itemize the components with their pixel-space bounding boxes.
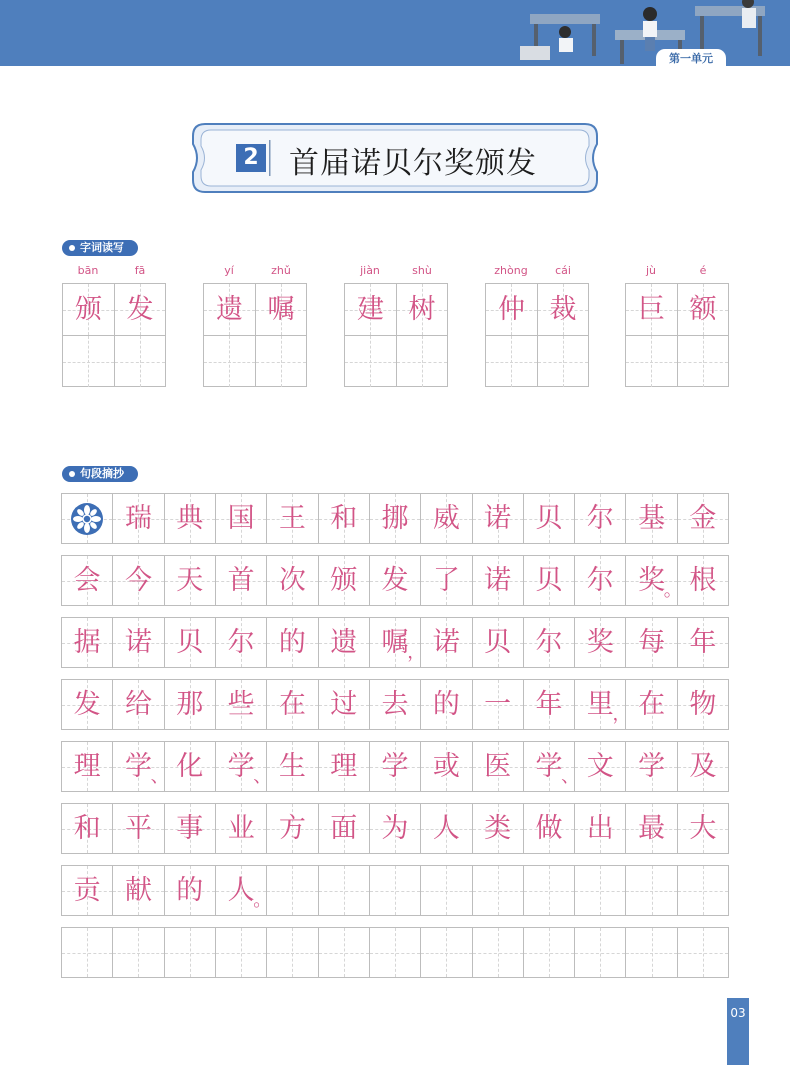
pinyin: shù [412, 264, 432, 277]
word-block [625, 263, 729, 387]
handwritten-char: 建 [356, 294, 384, 325]
passage-char: 平 [124, 813, 152, 844]
passage-cell [677, 804, 728, 853]
passage-char: 挪 [381, 503, 409, 534]
passage-cell [677, 618, 728, 667]
traced-row [486, 284, 588, 335]
passage-char: 发 [381, 565, 409, 596]
passage-cell [62, 680, 112, 729]
passage-cell[interactable] [215, 928, 266, 977]
practice-cell[interactable] [396, 336, 447, 387]
pinyin: zhǔ [271, 264, 291, 277]
char-cell [396, 284, 447, 335]
passage-row [61, 679, 729, 730]
passage-cell [420, 742, 471, 791]
passage-cell [574, 494, 625, 543]
passage-char: 最 [638, 813, 666, 844]
char-grid [203, 283, 307, 387]
passage-cell [472, 494, 523, 543]
passage-cell [164, 680, 215, 729]
passage-char: 次 [278, 565, 306, 596]
passage-char: 做 [535, 813, 563, 844]
char-cell [345, 284, 396, 335]
unit-label: 第一单元 [656, 49, 726, 66]
pinyin-row [344, 263, 448, 283]
passage-char: 或 [432, 751, 460, 782]
passage-cell[interactable] [164, 928, 215, 977]
traced-row [345, 284, 447, 335]
passage-cell [112, 556, 163, 605]
lesson-number: 2 [236, 144, 266, 172]
char-cell [677, 284, 728, 335]
passage-cell [164, 556, 215, 605]
char-grid [625, 283, 729, 387]
pinyin: jù [645, 264, 657, 277]
passage-cell [677, 680, 728, 729]
passage-cell [266, 618, 317, 667]
passage-char: 和 [73, 813, 101, 844]
passage-char: 学 [227, 751, 255, 782]
passage-cell [266, 680, 317, 729]
passage-cell[interactable] [62, 494, 112, 543]
passage-row [61, 555, 729, 606]
passage-cell [574, 556, 625, 605]
passage-cell[interactable] [420, 928, 471, 977]
pinyin: cái [555, 264, 571, 277]
passage-char: 了 [432, 565, 460, 596]
passage-char: 诺 [484, 503, 512, 534]
passage-char: 年 [535, 689, 563, 720]
passage-cell [62, 742, 112, 791]
passage-char: 发 [73, 689, 101, 720]
passage-cell [420, 618, 471, 667]
passage-cell [266, 804, 317, 853]
passage-char: 典 [176, 503, 204, 534]
passage-char: 学 [638, 751, 666, 782]
passage-cell [318, 494, 369, 543]
char-cell [114, 284, 165, 335]
handwritten-char: 遗 [215, 294, 243, 325]
passage-char: 学 [535, 751, 563, 782]
pinyin-row [485, 263, 589, 283]
passage-cell [420, 680, 471, 729]
passage-char: 会 [73, 565, 101, 596]
passage-cell [62, 866, 112, 915]
passage-cell [266, 494, 317, 543]
passage-cell[interactable] [369, 928, 420, 977]
char-grid [344, 283, 448, 387]
traced-row [626, 284, 728, 335]
practice-cell[interactable] [345, 336, 396, 387]
char-cell [204, 284, 255, 335]
passage-cell [215, 866, 272, 915]
passage-cell [523, 494, 574, 543]
punctuation-mark: 、 [253, 766, 272, 787]
passage-cell[interactable] [318, 866, 369, 915]
passage-char: 基 [638, 503, 666, 534]
passage-cell [215, 804, 266, 853]
passage-cell [677, 494, 728, 543]
words-section-label: 字词读写 [62, 240, 138, 256]
practice-cell[interactable] [63, 336, 114, 387]
passage-char: 过 [330, 689, 358, 720]
passage-char: 的 [176, 875, 204, 906]
passage-cell [318, 680, 369, 729]
passage-cell [369, 618, 426, 667]
passage-row [61, 617, 729, 668]
passage-cell [574, 804, 625, 853]
passage-char: 尔 [535, 627, 563, 658]
passage-char: 的 [278, 627, 306, 658]
passage-char: 诺 [432, 627, 460, 658]
practice-cell[interactable] [255, 336, 306, 387]
pinyin: yí [224, 264, 234, 277]
passage-cell [112, 742, 169, 791]
passage-cell [318, 556, 369, 605]
handwritten-char: 巨 [637, 294, 665, 325]
pinyin-row [203, 263, 307, 283]
passage-char: 嘱 [381, 627, 409, 658]
passage-cell [318, 742, 369, 791]
passage-char: 事 [176, 813, 204, 844]
passage-char: 给 [124, 689, 152, 720]
practice-cell[interactable] [486, 336, 537, 387]
passage-char: 理 [330, 751, 358, 782]
passage-cell [62, 804, 112, 853]
pinyin: zhòng [494, 264, 528, 277]
passage-char: 年 [689, 627, 717, 658]
passage-cell [62, 556, 112, 605]
practice-cell[interactable] [204, 336, 255, 387]
classroom-illustration [490, 0, 790, 66]
passage-char: 在 [638, 689, 666, 720]
passage-char: 奖 [586, 627, 614, 658]
passage-cell [266, 556, 317, 605]
passage-cell[interactable] [472, 928, 523, 977]
lesson-title-plaque [191, 122, 599, 194]
passage-char: 颁 [330, 565, 358, 596]
top-banner [0, 0, 790, 66]
passage-char: 瑞 [124, 503, 152, 534]
char-cell [626, 284, 677, 335]
passage-char: 及 [689, 751, 717, 782]
passage-cell [625, 556, 682, 605]
passage-cell [625, 804, 676, 853]
passage-cell [164, 866, 215, 915]
passage-char: 那 [176, 689, 204, 720]
passage-cell[interactable] [523, 866, 574, 915]
passage-cell [164, 618, 215, 667]
passage-cell[interactable] [266, 866, 317, 915]
passage-char: 贝 [535, 503, 563, 534]
passage-char: 王 [278, 503, 306, 534]
handwritten-char: 仲 [497, 294, 525, 325]
passage-char: 尔 [586, 565, 614, 596]
passage-section-label: 句段摘抄 [62, 466, 138, 482]
punctuation-mark: ， [407, 642, 426, 663]
passage-cell [625, 742, 676, 791]
passage-char: 诺 [124, 627, 152, 658]
passage-char: 首 [227, 565, 255, 596]
handwritten-char: 额 [689, 294, 717, 325]
passage-cell [215, 556, 266, 605]
passage-cell[interactable] [574, 866, 625, 915]
passage-cell [677, 742, 728, 791]
passage-cell [369, 556, 420, 605]
pinyin: bān [77, 264, 99, 277]
passage-char: 业 [227, 813, 255, 844]
passage-cell [677, 556, 728, 605]
passage-row [61, 493, 729, 544]
passage-char: 每 [638, 627, 666, 658]
passage-grid [61, 493, 729, 989]
passage-cell [112, 866, 163, 915]
passage-cell [523, 804, 574, 853]
practice-row [204, 335, 306, 386]
passage-cell [625, 494, 676, 543]
passage-cell [369, 494, 420, 543]
passage-cell [215, 618, 266, 667]
practice-cell[interactable] [114, 336, 165, 387]
passage-char: 人 [432, 813, 460, 844]
passage-cell [369, 680, 420, 729]
char-cell [537, 284, 588, 335]
passage-char: 生 [278, 751, 306, 782]
passage-cell [472, 742, 523, 791]
passage-cell [318, 804, 369, 853]
passage-cell [318, 618, 369, 667]
passage-char: 据 [73, 627, 101, 658]
passage-char: 遗 [330, 627, 358, 658]
passage-cell [625, 680, 676, 729]
traced-row [63, 284, 165, 335]
practice-row [626, 335, 728, 386]
passage-char: 出 [586, 813, 614, 844]
passage-char: 文 [586, 751, 614, 782]
word-block [344, 263, 448, 387]
passage-char: 贝 [484, 627, 512, 658]
passage-cell [112, 680, 163, 729]
passage-char: 奖 [638, 565, 666, 596]
passage-cell[interactable] [472, 866, 523, 915]
passage-cell[interactable] [420, 866, 471, 915]
passage-row [61, 865, 729, 916]
handwritten-char: 裁 [549, 294, 577, 325]
passage-char: 贝 [176, 627, 204, 658]
passage-cell[interactable] [625, 866, 676, 915]
passage-char: 诺 [484, 565, 512, 596]
passage-cell[interactable] [677, 866, 728, 915]
passage-cell [420, 804, 471, 853]
passage-cell[interactable] [266, 928, 317, 977]
passage-cell[interactable] [523, 928, 574, 977]
passage-cell [625, 618, 676, 667]
handwritten-char: 嘱 [267, 294, 295, 325]
passage-row [61, 803, 729, 854]
passage-char: 金 [689, 503, 717, 534]
handwritten-char: 发 [126, 294, 154, 325]
passage-cell [472, 680, 523, 729]
passage-char: 和 [330, 503, 358, 534]
word-block [485, 263, 589, 387]
pinyin-row [625, 263, 729, 283]
lesson-title: 首届诺贝尔奖颁发 [289, 146, 537, 181]
passage-cell [523, 680, 574, 729]
passage-char: 化 [176, 751, 204, 782]
passage-char: 今 [124, 565, 152, 596]
passage-char: 尔 [586, 503, 614, 534]
passage-char: 学 [124, 751, 152, 782]
passage-char: 尔 [227, 627, 255, 658]
passage-cell [574, 742, 625, 791]
passage-cell [523, 556, 574, 605]
passage-char: 天 [176, 565, 204, 596]
word-block [203, 263, 307, 387]
traced-row [204, 284, 306, 335]
punctuation-mark: ， [612, 704, 631, 725]
practice-row [345, 335, 447, 386]
passage-char: 贝 [535, 565, 563, 596]
pinyin-row [62, 263, 166, 283]
practice-cell[interactable] [537, 336, 588, 387]
passage-cell [112, 494, 163, 543]
passage-cell [420, 494, 471, 543]
passage-cell [574, 618, 625, 667]
passage-char: 为 [381, 813, 409, 844]
passage-cell [369, 742, 420, 791]
char-grid [62, 283, 166, 387]
passage-row [61, 741, 729, 792]
pinyin: jiàn [360, 264, 380, 277]
practice-row [63, 335, 165, 386]
punctuation-mark: 。 [253, 890, 272, 911]
passage-char: 人 [227, 875, 255, 906]
passage-char: 的 [432, 689, 460, 720]
passage-char: 根 [689, 565, 717, 596]
passage-cell [523, 618, 574, 667]
passage-cell [472, 556, 523, 605]
passage-cell [112, 618, 163, 667]
passage-char: 物 [689, 689, 717, 720]
passage-char: 大 [689, 813, 717, 844]
passage-char: 贡 [73, 875, 101, 906]
passage-char: 面 [330, 813, 358, 844]
passage-cell [266, 742, 317, 791]
passage-cell [215, 680, 266, 729]
char-cell [255, 284, 306, 335]
passage-char: 医 [484, 751, 512, 782]
passage-cell[interactable] [574, 928, 625, 977]
passage-cell [523, 742, 580, 791]
punctuation-mark: 。 [663, 580, 682, 601]
passage-cell [164, 494, 215, 543]
flower-icon [70, 502, 104, 536]
passage-cell [215, 494, 266, 543]
pinyin: fā [134, 264, 146, 277]
passage-char: 在 [278, 689, 306, 720]
passage-cell [472, 804, 523, 853]
passage-char: 去 [381, 689, 409, 720]
char-grid [485, 283, 589, 387]
passage-char: 方 [278, 813, 306, 844]
handwritten-char: 颁 [74, 294, 102, 325]
page-number: 03 [730, 1006, 746, 1020]
passage-cell[interactable] [62, 928, 112, 977]
passage-cell[interactable] [677, 928, 728, 977]
passage-char: 威 [432, 503, 460, 534]
handwritten-char: 树 [408, 294, 436, 325]
practice-cell[interactable] [677, 336, 728, 387]
passage-char: 理 [73, 751, 101, 782]
passage-cell [369, 804, 420, 853]
passage-cell[interactable] [318, 928, 369, 977]
passage-char: 学 [381, 751, 409, 782]
punctuation-mark: 、 [150, 766, 169, 787]
passage-cell [112, 804, 163, 853]
word-block [62, 263, 166, 387]
passage-cell [420, 556, 471, 605]
passage-char: 一 [484, 689, 512, 720]
passage-cell [574, 680, 631, 729]
passage-cell [164, 804, 215, 853]
passage-char: 类 [484, 813, 512, 844]
passage-cell [62, 618, 112, 667]
char-cell [63, 284, 114, 335]
passage-char: 国 [227, 503, 255, 534]
page-number-tab [727, 998, 749, 1065]
passage-cell[interactable] [625, 928, 676, 977]
passage-char: 些 [227, 689, 255, 720]
practice-row [486, 335, 588, 386]
char-cell [486, 284, 537, 335]
pinyin: é [699, 264, 707, 277]
passage-cell[interactable] [369, 866, 420, 915]
passage-row [61, 927, 729, 978]
passage-cell [472, 618, 523, 667]
passage-cell [215, 742, 272, 791]
punctuation-mark: 、 [561, 766, 580, 787]
passage-char: 献 [124, 875, 152, 906]
passage-cell[interactable] [112, 928, 163, 977]
practice-cell[interactable] [626, 336, 677, 387]
passage-char: 里 [586, 689, 614, 720]
passage-cell [164, 742, 215, 791]
